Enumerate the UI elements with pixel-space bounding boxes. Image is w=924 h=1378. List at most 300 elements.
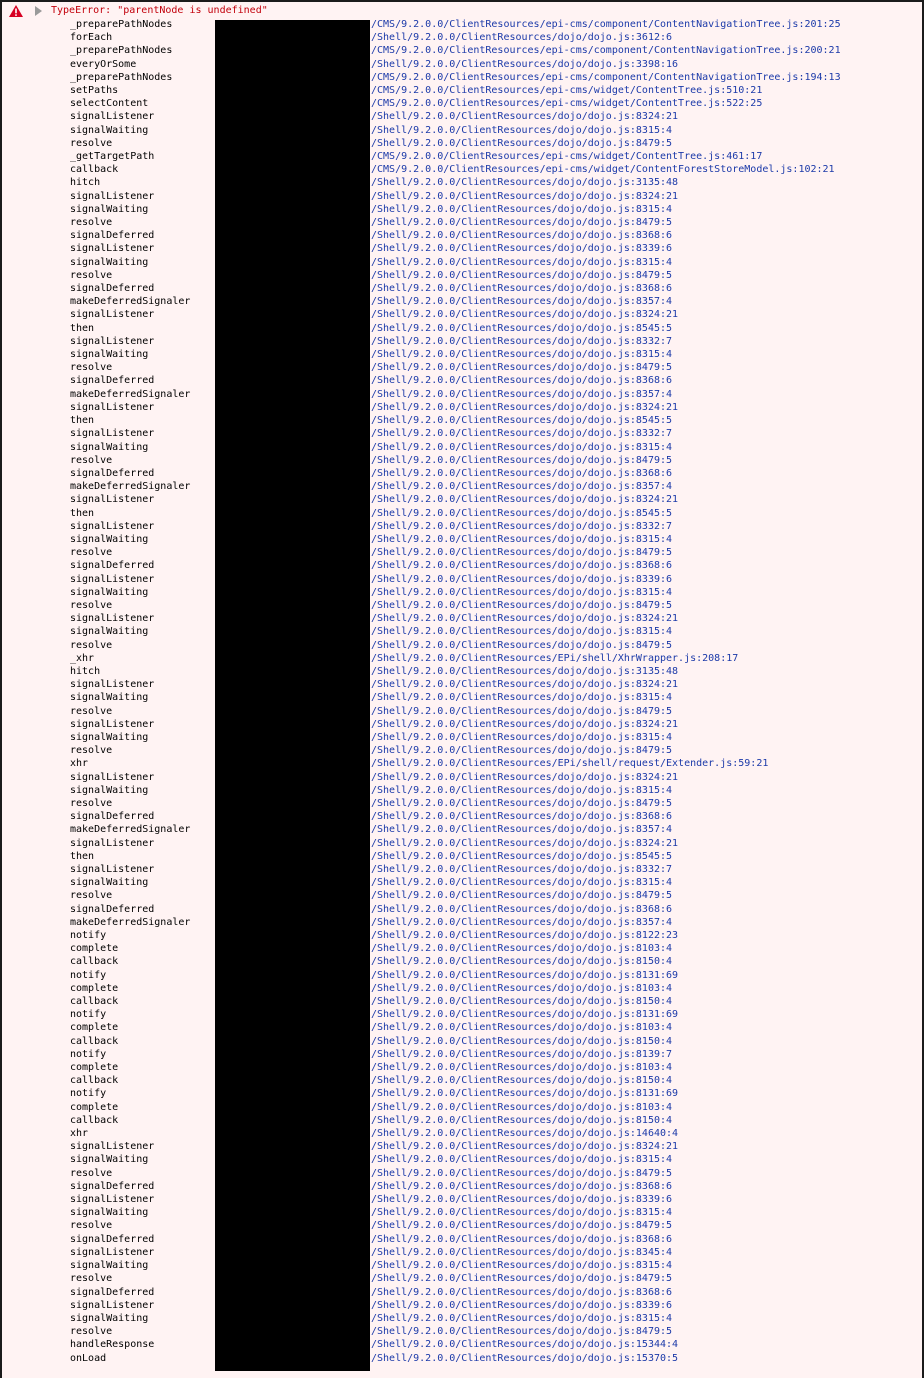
frame-function-name: signalListener — [70, 1299, 155, 1311]
stack-frame-row — [2, 454, 922, 467]
frame-source-link[interactable]: /Shell/9.2.0.0/ClientResources/dojo/dojo.js:8479:5 — [371, 547, 673, 559]
frame-function-name: resolve — [70, 890, 113, 902]
stack-frame-row — [2, 916, 922, 929]
frame-function-name: signalListener — [70, 401, 155, 413]
frame-source-link[interactable]: /Shell/9.2.0.0/ClientResources/dojo/dojo.js:8357:4 — [371, 388, 673, 400]
frame-source-link[interactable]: /Shell/9.2.0.0/ClientResources/dojo/dojo.js:3612:6 — [371, 32, 673, 44]
redaction-block — [215, 20, 370, 1371]
frame-source-link[interactable]: /Shell/9.2.0.0/ClientResources/dojo/dojo.js:8324:21 — [371, 309, 679, 321]
frame-function-name: hitch — [70, 665, 101, 677]
frame-source-link[interactable]: /Shell/9.2.0.0/ClientResources/dojo/dojo.js:8368:6 — [371, 375, 673, 387]
frame-function-name: signalWaiting — [70, 1154, 149, 1166]
frame-function-name: everyOrSome — [70, 58, 137, 70]
frame-source-link[interactable]: /Shell/9.2.0.0/ClientResources/dojo/dojo.js:8479:5 — [371, 217, 673, 229]
frame-function-name: signalListener — [70, 613, 155, 625]
frame-source-link[interactable]: /CMS/9.2.0.0/ClientResources/epi-cms/component/ContentNavigationTree.js:200:21 — [371, 45, 841, 57]
stack-frame-row — [2, 1087, 922, 1100]
stack-frame-row — [2, 1233, 922, 1246]
frame-function-name: callback — [70, 1114, 119, 1126]
stack-frame-row — [2, 889, 922, 902]
stack-frame-row — [2, 137, 922, 150]
frame-source-link[interactable]: /Shell/9.2.0.0/ClientResources/dojo/dojo.js:8479:5 — [371, 454, 673, 466]
frame-source-link[interactable]: /Shell/9.2.0.0/ClientResources/dojo/dojo.js:8479:5 — [371, 797, 673, 809]
frame-source-link[interactable]: /Shell/9.2.0.0/ClientResources/dojo/dojo.js:8479:5 — [371, 269, 673, 281]
frame-function-name: then — [70, 507, 95, 519]
frame-function-name: signalWaiting — [70, 784, 149, 796]
frame-source-link[interactable]: /Shell/9.2.0.0/ClientResources/dojo/dojo.js:8479:5 — [371, 1326, 673, 1338]
frame-function-name: complete — [70, 1022, 119, 1034]
frame-function-name: signalListener — [70, 1246, 155, 1258]
stack-frame-row — [2, 1259, 922, 1272]
stack-frame-row — [2, 203, 922, 216]
error-warning-icon — [9, 5, 23, 17]
frame-function-name: makeDeferredSignaler — [70, 296, 191, 308]
stack-frame-row — [2, 348, 922, 361]
stack-frame-row — [2, 150, 922, 163]
stack-frame-row — [2, 1061, 922, 1074]
stack-frame-row — [2, 1048, 922, 1061]
frame-source-link[interactable]: /Shell/9.2.0.0/ClientResources/dojo/dojo.js:8324:21 — [371, 1141, 679, 1153]
frame-source-link[interactable]: /Shell/9.2.0.0/ClientResources/dojo/dojo.js:8150:4 — [371, 1114, 673, 1126]
frame-source-link[interactable]: /Shell/9.2.0.0/ClientResources/dojo/dojo.js:8332:7 — [371, 335, 673, 347]
stack-frame-row — [2, 84, 922, 97]
frame-source-link[interactable]: /Shell/9.2.0.0/ClientResources/dojo/dojo.js:8103:4 — [371, 1062, 673, 1074]
frame-function-name: signalListener — [70, 494, 155, 506]
frame-source-link[interactable]: /Shell/9.2.0.0/ClientResources/dojo/dojo.js:8315:4 — [371, 441, 673, 453]
frame-function-name: signalDeferred — [70, 467, 155, 479]
stack-frame-row — [2, 361, 922, 374]
stack-frame-row — [2, 282, 922, 295]
frame-source-link[interactable]: /Shell/9.2.0.0/ClientResources/dojo/dojo.js:8368:6 — [371, 1233, 673, 1245]
frame-source-link[interactable]: /Shell/9.2.0.0/ClientResources/dojo/dojo.js:8315:4 — [371, 349, 673, 361]
frame-function-name: signalDeferred — [70, 1286, 155, 1298]
stack-frame-row — [2, 190, 922, 203]
stack-frame-row — [2, 1127, 922, 1140]
frame-function-name: signalListener — [70, 243, 155, 255]
frame-function-name: signalWaiting — [70, 256, 149, 268]
frame-function-name: makeDeferredSignaler — [70, 388, 191, 400]
frame-source-link[interactable]: /CMS/9.2.0.0/ClientResources/epi-cms/component/ContentNavigationTree.js:194:13 — [371, 71, 841, 83]
stack-frame-row — [2, 1193, 922, 1206]
frame-source-link[interactable]: /Shell/9.2.0.0/ClientResources/dojo/dojo.js:8315:4 — [371, 877, 673, 889]
stack-frame-row — [2, 493, 922, 506]
stack-frame-row — [2, 216, 922, 229]
stack-frame-row — [2, 810, 922, 823]
frame-source-link[interactable]: /Shell/9.2.0.0/ClientResources/dojo/dojo.js:8324:21 — [371, 190, 679, 202]
stack-frame-row — [2, 546, 922, 559]
frame-source-link[interactable]: /Shell/9.2.0.0/ClientResources/dojo/dojo.js:8339:6 — [371, 243, 673, 255]
frame-function-name: handleResponse — [70, 1339, 155, 1351]
frame-source-link[interactable]: /Shell/9.2.0.0/ClientResources/dojo/dojo.js:3135:48 — [371, 177, 679, 189]
frame-function-name: setPaths — [70, 85, 119, 97]
stack-frame-row — [2, 1140, 922, 1153]
frame-source-link[interactable]: /Shell/9.2.0.0/ClientResources/dojo/dojo.js:8339:6 — [371, 1194, 673, 1206]
frame-source-link[interactable]: /Shell/9.2.0.0/ClientResources/dojo/dojo.js:8324:21 — [371, 111, 679, 123]
frame-function-name: xhr — [70, 1128, 89, 1140]
stack-frame-row — [2, 1338, 922, 1351]
frame-source-link[interactable]: /Shell/9.2.0.0/ClientResources/dojo/dojo.js:8332:7 — [371, 520, 673, 532]
stack-frame-row — [2, 1325, 922, 1338]
frame-function-name: signalListener — [70, 309, 155, 321]
frame-source-link[interactable]: /Shell/9.2.0.0/ClientResources/dojo/dojo.js:8150:4 — [371, 996, 673, 1008]
error-header[interactable] — [2, 2, 922, 19]
frame-source-link[interactable]: /Shell/9.2.0.0/ClientResources/dojo/dojo.js:8122:23 — [371, 930, 679, 942]
frame-function-name: resolve — [70, 1326, 113, 1338]
frame-source-link[interactable]: /Shell/9.2.0.0/ClientResources/dojo/dojo.js:8315:4 — [371, 692, 673, 704]
stack-frame-row — [2, 903, 922, 916]
frame-source-link[interactable]: /Shell/9.2.0.0/ClientResources/dojo/dojo.js:8357:4 — [371, 824, 673, 836]
stack-frame-row — [2, 480, 922, 493]
frame-source-link[interactable]: /Shell/9.2.0.0/ClientResources/dojo/dojo.js:8479:5 — [371, 639, 673, 651]
frame-source-link[interactable]: /Shell/9.2.0.0/ClientResources/dojo/dojo.js:8357:4 — [371, 296, 673, 308]
frame-function-name: makeDeferredSignaler — [70, 481, 191, 493]
frame-source-link[interactable]: /Shell/9.2.0.0/ClientResources/dojo/dojo.js:8368:6 — [371, 1286, 673, 1298]
frame-function-name: signalWaiting — [70, 877, 149, 889]
frame-function-name: selectContent — [70, 98, 149, 110]
stack-frame-row — [2, 955, 922, 968]
frame-source-link[interactable]: /Shell/9.2.0.0/ClientResources/dojo/dojo.js:8368:6 — [371, 903, 673, 915]
frame-source-link[interactable]: /Shell/9.2.0.0/ClientResources/dojo/dojo.js:8315:4 — [371, 1154, 673, 1166]
frame-function-name: resolve — [70, 547, 113, 559]
frame-source-link[interactable]: /Shell/9.2.0.0/ClientResources/dojo/dojo.js:8479:5 — [371, 1167, 673, 1179]
frame-source-link[interactable]: /Shell/9.2.0.0/ClientResources/dojo/dojo.js:8131:69 — [371, 1009, 679, 1021]
frame-source-link[interactable]: /Shell/9.2.0.0/ClientResources/dojo/dojo.js:8324:21 — [371, 679, 679, 691]
frame-source-link[interactable]: /Shell/9.2.0.0/ClientResources/dojo/dojo.js:8150:4 — [371, 1075, 673, 1087]
frame-source-link[interactable]: /Shell/9.2.0.0/ClientResources/dojo/dojo.js:3398:16 — [371, 58, 679, 70]
frame-source-link[interactable]: /Shell/9.2.0.0/ClientResources/dojo/dojo.js:8315:4 — [371, 784, 673, 796]
frame-function-name: then — [70, 850, 95, 862]
frame-source-link[interactable]: /Shell/9.2.0.0/ClientResources/dojo/dojo.js:15370:5 — [371, 1352, 679, 1364]
frame-function-name: signalWaiting — [70, 626, 149, 638]
stack-frame-row — [2, 586, 922, 599]
stack-frame-row — [2, 942, 922, 955]
stack-frame-row — [2, 1114, 922, 1127]
frame-function-name: signalWaiting — [70, 692, 149, 704]
frame-function-name: notify — [70, 1009, 107, 1021]
frame-function-name: signalListener — [70, 190, 155, 202]
stack-frame-row — [2, 295, 922, 308]
stack-frame-row — [2, 1219, 922, 1232]
stack-frame-row — [2, 559, 922, 572]
frame-function-name: callback — [70, 1035, 119, 1047]
frame-function-name: makeDeferredSignaler — [70, 916, 191, 928]
frame-source-link[interactable]: /Shell/9.2.0.0/ClientResources/dojo/dojo.js:8131:69 — [371, 969, 679, 981]
frame-source-link[interactable]: /Shell/9.2.0.0/ClientResources/dojo/dojo.js:8324:21 — [371, 613, 679, 625]
frame-function-name: signalWaiting — [70, 533, 149, 545]
frame-source-link[interactable]: /Shell/9.2.0.0/ClientResources/dojo/dojo.js:8324:21 — [371, 837, 679, 849]
frame-source-link[interactable]: /Shell/9.2.0.0/ClientResources/dojo/dojo.js:8339:6 — [371, 1299, 673, 1311]
stack-frame-row — [2, 757, 922, 770]
stack-frame-row — [2, 229, 922, 242]
expand-triangle-icon[interactable] — [35, 6, 42, 16]
frame-function-name: signalDeferred — [70, 230, 155, 242]
frame-source-link[interactable]: /Shell/9.2.0.0/ClientResources/dojo/dojo.js:8368:6 — [371, 560, 673, 572]
stack-frame-row — [2, 995, 922, 1008]
frame-source-link[interactable]: /Shell/9.2.0.0/ClientResources/dojo/dojo.js:8357:4 — [371, 481, 673, 493]
frame-source-link[interactable]: /CMS/9.2.0.0/ClientResources/epi-cms/component/ContentNavigationTree.js:201:25 — [371, 19, 841, 30]
frame-function-name: signalDeferred — [70, 283, 155, 295]
stack-frame-row — [2, 797, 922, 810]
frame-function-name: signalWaiting — [70, 731, 149, 743]
stack-frame-row — [2, 441, 922, 454]
stack-frame-row — [2, 533, 922, 546]
stack-frame-row — [2, 520, 922, 533]
frame-source-link[interactable]: /Shell/9.2.0.0/ClientResources/dojo/dojo.js:8315:4 — [371, 124, 673, 136]
frame-function-name: signalDeferred — [70, 903, 155, 915]
stack-frame-row — [2, 863, 922, 876]
frame-source-link[interactable]: /Shell/9.2.0.0/ClientResources/dojo/dojo.js:8324:21 — [371, 718, 679, 730]
stack-frame-row — [2, 507, 922, 520]
frame-source-link[interactable]: /Shell/9.2.0.0/ClientResources/dojo/dojo.js:8479:5 — [371, 1273, 673, 1285]
stack-frame-row — [2, 44, 922, 57]
stack-frame-row — [2, 1167, 922, 1180]
frame-function-name: complete — [70, 1062, 119, 1074]
frame-source-link[interactable]: /Shell/9.2.0.0/ClientResources/dojo/dojo.js:8315:4 — [371, 256, 673, 268]
frame-function-name: signalWaiting — [70, 1312, 149, 1324]
frame-function-name: signalDeferred — [70, 1180, 155, 1192]
frame-source-link[interactable]: /Shell/9.2.0.0/ClientResources/dojo/dojo.js:8479:5 — [371, 890, 673, 902]
frame-function-name: forEach — [70, 32, 113, 44]
frame-function-name: signalListener — [70, 837, 155, 849]
frame-function-name: signalWaiting — [70, 203, 149, 215]
frame-function-name: complete — [70, 1101, 119, 1113]
stack-frame-row — [2, 1180, 922, 1193]
frame-function-name: resolve — [70, 1220, 113, 1232]
frame-source-link[interactable]: /Shell/9.2.0.0/ClientResources/dojo/dojo.js:8368:6 — [371, 467, 673, 479]
frame-source-link[interactable]: /Shell/9.2.0.0/ClientResources/dojo/dojo.js:8368:6 — [371, 283, 673, 295]
stack-frame-row — [2, 467, 922, 480]
frame-function-name: resolve — [70, 362, 113, 374]
stack-frame-row — [2, 388, 922, 401]
frame-source-link[interactable]: /Shell/9.2.0.0/ClientResources/dojo/dojo.js:8368:6 — [371, 230, 673, 242]
frame-function-name: resolve — [70, 705, 113, 717]
frame-function-name: then — [70, 322, 95, 334]
frame-function-name: xhr — [70, 758, 89, 770]
stack-frame-row — [2, 744, 922, 757]
stack-frame-row — [2, 322, 922, 335]
frame-function-name: _preparePathNodes — [70, 71, 173, 83]
frame-source-link[interactable]: /Shell/9.2.0.0/ClientResources/dojo/dojo.js:8324:21 — [371, 771, 679, 783]
frame-source-link[interactable]: /Shell/9.2.0.0/ClientResources/dojo/dojo.js:3135:48 — [371, 665, 679, 677]
frame-function-name: signalListener — [70, 864, 155, 875]
frame-function-name: notify — [70, 969, 107, 981]
stack-frame-row — [2, 1246, 922, 1259]
stack-frame-row — [2, 31, 922, 44]
stack-frame-row — [2, 308, 922, 321]
frame-source-link[interactable]: /Shell/9.2.0.0/ClientResources/dojo/dojo.js:14640:4 — [371, 1128, 679, 1140]
frame-function-name: resolve — [70, 1273, 113, 1285]
frame-function-name: signalDeferred — [70, 375, 155, 387]
stack-frame-row — [2, 374, 922, 387]
frame-function-name: signalWaiting — [70, 586, 149, 598]
frame-function-name: signalListener — [70, 111, 155, 123]
stack-frame-row — [2, 1206, 922, 1219]
frame-function-name: hitch — [70, 177, 101, 189]
stack-frame-row — [2, 1153, 922, 1166]
frame-source-link[interactable]: /Shell/9.2.0.0/ClientResources/dojo/dojo.js:8324:21 — [371, 401, 679, 413]
frame-source-link[interactable]: /Shell/9.2.0.0/ClientResources/dojo/dojo.js:8368:6 — [371, 1180, 673, 1192]
stack-frame-row — [2, 1008, 922, 1021]
stack-frame-row — [2, 176, 922, 189]
frame-function-name: complete — [70, 982, 119, 994]
frame-source-link[interactable]: /Shell/9.2.0.0/ClientResources/dojo/dojo.js:8131:69 — [371, 1088, 679, 1100]
frame-function-name: makeDeferredSignaler — [70, 824, 191, 836]
stack-frame-row — [2, 784, 922, 797]
stack-frame-row — [2, 1035, 922, 1048]
frame-source-link[interactable]: /Shell/9.2.0.0/ClientResources/dojo/dojo.js:8139:7 — [371, 1048, 673, 1060]
frame-source-link[interactable]: /Shell/9.2.0.0/ClientResources/dojo/dojo.js:8368:6 — [371, 811, 673, 823]
stack-trace — [2, 18, 922, 1365]
frame-source-link[interactable]: /Shell/9.2.0.0/ClientResources/dojo/dojo.js:8315:4 — [371, 533, 673, 545]
frame-source-link[interactable]: /CMS/9.2.0.0/ClientResources/epi-cms/widget/ContentForestStoreModel.js:102:21 — [371, 164, 835, 176]
stack-frame-row — [2, 823, 922, 836]
frame-source-link[interactable]: /Shell/9.2.0.0/ClientResources/dojo/dojo.js:8357:4 — [371, 916, 673, 928]
frame-source-link[interactable]: /Shell/9.2.0.0/ClientResources/EPi/shell/XhrWrapper.js:208:17 — [371, 652, 739, 664]
frame-function-name: signalListener — [70, 771, 155, 783]
frame-source-link[interactable]: /CMS/9.2.0.0/ClientResources/epi-cms/widget/ContentTree.js:522:25 — [371, 98, 763, 110]
frame-function-name: _xhr — [70, 652, 95, 664]
frame-source-link[interactable]: /Shell/9.2.0.0/ClientResources/dojo/dojo.js:8545:5 — [371, 415, 673, 427]
frame-source-link[interactable]: /CMS/9.2.0.0/ClientResources/epi-cms/widget/ContentTree.js:461:17 — [371, 151, 763, 163]
stack-frame-row — [2, 969, 922, 982]
frame-source-link[interactable]: /CMS/9.2.0.0/ClientResources/epi-cms/widget/ContentTree.js:510:21 — [371, 85, 763, 97]
frame-function-name: resolve — [70, 1167, 113, 1179]
frame-source-link[interactable]: /Shell/9.2.0.0/ClientResources/dojo/dojo.js:8103:4 — [371, 1101, 673, 1113]
frame-source-link[interactable]: /Shell/9.2.0.0/ClientResources/dojo/dojo.js:8479:5 — [371, 599, 673, 611]
frame-source-link[interactable]: /Shell/9.2.0.0/ClientResources/dojo/dojo.js:8332:7 — [371, 428, 673, 440]
frame-function-name: notify — [70, 930, 107, 942]
stack-frame-row — [2, 335, 922, 348]
frame-function-name: signalWaiting — [70, 349, 149, 361]
frame-function-name: notify — [70, 1048, 107, 1060]
stack-frame-row — [2, 1312, 922, 1325]
frame-source-link[interactable]: /Shell/9.2.0.0/ClientResources/dojo/dojo.js:8315:4 — [371, 731, 673, 743]
stack-frame-row — [2, 850, 922, 863]
frame-function-name: signalWaiting — [70, 1260, 149, 1272]
frame-function-name: resolve — [70, 137, 113, 149]
error-message: TypeError: "parentNode is undefined" — [51, 5, 268, 16]
stack-frame-row — [2, 731, 922, 744]
frame-source-link[interactable]: /Shell/9.2.0.0/ClientResources/dojo/dojo.js:8315:4 — [371, 626, 673, 638]
frame-function-name: signalDeferred — [70, 1233, 155, 1245]
frame-source-link[interactable]: /Shell/9.2.0.0/ClientResources/dojo/dojo.js:8545:5 — [371, 322, 673, 334]
stack-frame-row — [2, 124, 922, 137]
stack-frame-row — [2, 612, 922, 625]
stack-frame-row — [2, 256, 922, 269]
frame-function-name: signalWaiting — [70, 441, 149, 453]
frame-function-name: resolve — [70, 217, 113, 229]
frame-source-link[interactable]: /Shell/9.2.0.0/ClientResources/dojo/dojo.js:8332:7 — [371, 864, 673, 875]
stack-frame-row — [2, 163, 922, 176]
frame-source-link[interactable]: /Shell/9.2.0.0/ClientResources/dojo/dojo.js:8479:5 — [371, 705, 673, 717]
stack-frame-row — [2, 97, 922, 110]
frame-source-link[interactable]: /Shell/9.2.0.0/ClientResources/dojo/dojo.js:8545:5 — [371, 850, 673, 862]
frame-function-name: then — [70, 415, 95, 427]
frame-function-name: complete — [70, 943, 119, 955]
frame-source-link[interactable]: /Shell/9.2.0.0/ClientResources/EPi/shell/request/Extender.js:59:21 — [371, 758, 769, 770]
frame-source-link[interactable]: /Shell/9.2.0.0/ClientResources/dojo/dojo.js:8479:5 — [371, 362, 673, 374]
stack-frame-row — [2, 625, 922, 638]
frame-source-link[interactable]: /Shell/9.2.0.0/ClientResources/dojo/dojo.js:8315:4 — [371, 1207, 673, 1219]
frame-source-link[interactable]: /Shell/9.2.0.0/ClientResources/dojo/dojo.js:8315:4 — [371, 1312, 673, 1324]
frame-source-link[interactable]: /Shell/9.2.0.0/ClientResources/dojo/dojo.js:8103:4 — [371, 943, 673, 955]
stack-frame-row — [2, 58, 922, 71]
frame-function-name: _preparePathNodes — [70, 19, 173, 30]
stack-frame-row — [2, 401, 922, 414]
stack-frame-row — [2, 1286, 922, 1299]
stack-frame-row — [2, 110, 922, 123]
frame-function-name: callback — [70, 164, 119, 176]
frame-function-name: signalListener — [70, 1141, 155, 1153]
frame-function-name: resolve — [70, 639, 113, 651]
frame-source-link[interactable]: /Shell/9.2.0.0/ClientResources/dojo/dojo.js:8150:4 — [371, 1035, 673, 1047]
frame-function-name: _preparePathNodes — [70, 45, 173, 57]
stack-frame-row — [2, 652, 922, 665]
frame-source-link[interactable]: /Shell/9.2.0.0/ClientResources/dojo/dojo.js:8479:5 — [371, 137, 673, 149]
stack-frame-row — [2, 771, 922, 784]
frame-function-name: resolve — [70, 269, 113, 281]
frame-source-link[interactable]: /Shell/9.2.0.0/ClientResources/dojo/dojo.js:8103:4 — [371, 982, 673, 994]
frame-function-name: notify — [70, 1088, 107, 1100]
frame-function-name: signalListener — [70, 520, 155, 532]
frame-source-link[interactable]: /Shell/9.2.0.0/ClientResources/dojo/dojo.js:8479:5 — [371, 1220, 673, 1232]
stack-frame-row — [2, 1021, 922, 1034]
frame-function-name: resolve — [70, 454, 113, 466]
frame-function-name: signalListener — [70, 718, 155, 730]
stack-frame-row — [2, 599, 922, 612]
frame-source-link[interactable]: /Shell/9.2.0.0/ClientResources/dojo/dojo.js:8339:6 — [371, 573, 673, 585]
stack-frame-row — [2, 1352, 922, 1365]
frame-source-link[interactable]: /Shell/9.2.0.0/ClientResources/dojo/dojo.js:8315:4 — [371, 586, 673, 598]
stack-frame-row — [2, 18, 922, 31]
frame-source-link[interactable]: /Shell/9.2.0.0/ClientResources/dojo/dojo.js:8150:4 — [371, 956, 673, 968]
frame-function-name: resolve — [70, 599, 113, 611]
frame-source-link[interactable]: /Shell/9.2.0.0/ClientResources/dojo/dojo.js:8315:4 — [371, 203, 673, 215]
stack-frame-row — [2, 705, 922, 718]
frame-source-link[interactable]: /Shell/9.2.0.0/ClientResources/dojo/dojo.js:8103:4 — [371, 1022, 673, 1034]
stack-frame-row — [2, 573, 922, 586]
frame-function-name: signalDeferred — [70, 560, 155, 572]
frame-function-name: _getTargetPath — [70, 151, 155, 163]
frame-function-name: signalListener — [70, 428, 155, 440]
frame-source-link[interactable]: /Shell/9.2.0.0/ClientResources/dojo/dojo.js:8479:5 — [371, 745, 673, 757]
frame-source-link[interactable]: /Shell/9.2.0.0/ClientResources/dojo/dojo.js:8315:4 — [371, 1260, 673, 1272]
frame-function-name: signalListener — [70, 573, 155, 585]
frame-function-name: signalWaiting — [70, 124, 149, 136]
stack-frame-row — [2, 876, 922, 889]
frame-function-name: signalListener — [70, 335, 155, 347]
frame-function-name: callback — [70, 996, 119, 1008]
frame-source-link[interactable]: /Shell/9.2.0.0/ClientResources/dojo/dojo.js:15344:4 — [371, 1339, 679, 1351]
frame-function-name: callback — [70, 1075, 119, 1087]
stack-frame-row — [2, 665, 922, 678]
frame-function-name: callback — [70, 956, 119, 968]
stack-frame-row — [2, 269, 922, 282]
next-error-fragment — [2, 1373, 922, 1378]
stack-frame-row — [2, 1299, 922, 1312]
frame-source-link[interactable]: /Shell/9.2.0.0/ClientResources/dojo/dojo.js:8324:21 — [371, 494, 679, 506]
frame-source-link[interactable]: /Shell/9.2.0.0/ClientResources/dojo/dojo.js:8545:5 — [371, 507, 673, 519]
stack-frame-row — [2, 1101, 922, 1114]
stack-frame-row — [2, 678, 922, 691]
stack-frame-row — [2, 414, 922, 427]
frame-function-name: signalDeferred — [70, 811, 155, 823]
frame-source-link[interactable]: /Shell/9.2.0.0/ClientResources/dojo/dojo.js:8345:4 — [371, 1246, 673, 1258]
stack-frame-row — [2, 691, 922, 704]
frame-function-name: resolve — [70, 745, 113, 757]
frame-function-name: resolve — [70, 797, 113, 809]
stack-frame-row — [2, 929, 922, 942]
